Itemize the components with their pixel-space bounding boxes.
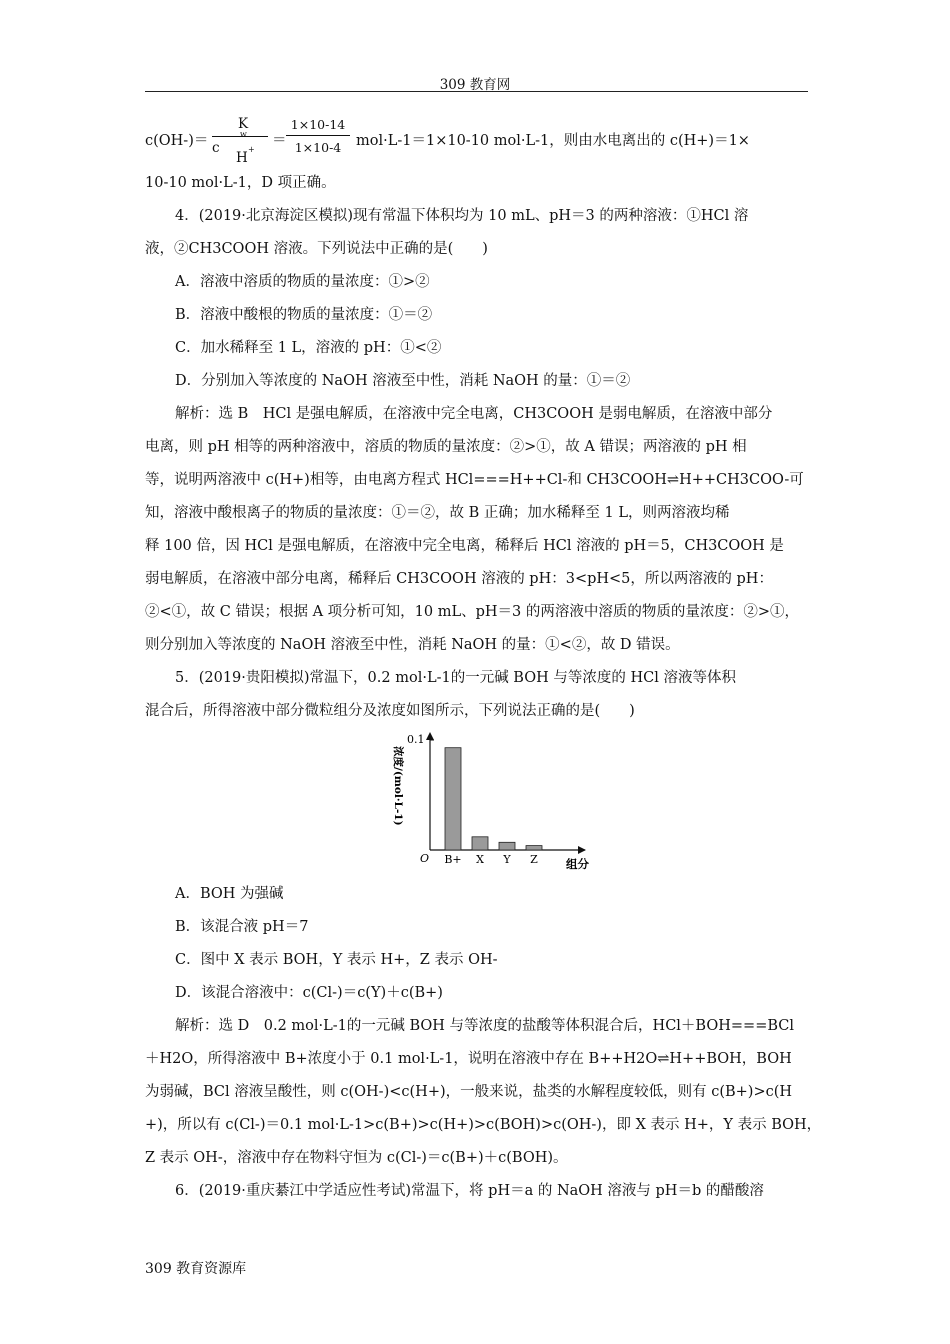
page-footer: 309 教育资源库 xyxy=(145,1261,247,1277)
formula-frac1-den: c xyxy=(212,140,220,156)
q5-stem-line1: 5．(2019·贵阳模拟)常温下，0.2 mol·L-1的一元碱 BOH 与等浓度的 HCl 溶液等体积 xyxy=(175,670,736,686)
concentration-bar-chart xyxy=(370,728,600,878)
q4-stem-line1: 4．(2019·北京海淀区模拟)现有常温下体积均为 10 mL、pH＝3 的两种溶液：①HCl 溶 xyxy=(175,208,749,224)
formula-frac1-mid: w xyxy=(240,130,247,139)
header-divider xyxy=(145,91,808,92)
q5-analysis-line1: 解析：选 D 0.2 mol·L-1的一元碱 BOH 与等浓度的盐酸等体积混合后，HCl＋BOH===BCl xyxy=(175,1018,794,1034)
formula-lhs: c(OH-)＝ xyxy=(145,133,209,149)
bar-x xyxy=(472,837,488,850)
q4-option-a: A．溶液中溶质的物质的量浓度：①>② xyxy=(175,274,430,290)
q4-option-d: D．分别加入等浓度的 NaOH 溶液至中性，消耗 NaOH 的量：①＝② xyxy=(175,373,631,389)
formula-eq: ＝ xyxy=(272,133,287,149)
page-header-title: 309 教育网 xyxy=(439,77,511,93)
x-tick-label: X xyxy=(476,853,484,866)
bar-z xyxy=(526,846,542,850)
chart-bars xyxy=(444,748,542,866)
q4-stem-line2: 液，②CH3COOH 溶液。下列说法中正确的是( ) xyxy=(145,241,488,257)
y-axis-title: 浓度/(mol·L-1) xyxy=(392,746,404,826)
formula-line2: 10-10 mol·L-1，D 项正确。 xyxy=(145,175,336,191)
x-tick-label: B+ xyxy=(444,853,462,866)
q5-option-d: D．该混合溶液中：c(Cl-)＝c(Y)＋c(B+) xyxy=(175,985,443,1001)
q4-analysis-line6: 弱电解质，在溶液中部分电离，稀释后 CH3COOH 溶液的 pH：3<pH<5，所以两溶液的 pH： xyxy=(145,571,773,587)
y-tick-label: 0.1 xyxy=(407,733,425,746)
q5-option-a: A．BOH 为强碱 xyxy=(175,886,284,902)
origin-label: O xyxy=(420,852,430,865)
bar-y xyxy=(499,842,515,850)
q4-analysis-line2: 电离，则 pH 相等的两种溶液中，溶质的物质的量浓度：②>①，故 A 错误；两溶液的 pH 相 xyxy=(145,439,747,455)
formula-frac2-num: 1×10-14 xyxy=(290,117,346,132)
q5-analysis-line4: +)，所以有 c(Cl-)＝0.1 mol·L-1>c(B+)>c(H+)>c(BOH)>c(OH-)，即 X 表示 H+，Y 表示 BOH， xyxy=(145,1117,822,1133)
formula-frac1-num: K xyxy=(237,116,249,132)
q4-option-c: C．加水稀释至 1 L，溶液的 pH：①<② xyxy=(175,340,442,356)
q4-analysis-line8: 则分别加入等浓度的 NaOH 溶液至中性，消耗 NaOH 的量：①<②，故 D 错误。 xyxy=(145,637,680,653)
q4-analysis-line5: 释 100 倍，因 HCl 是强电解质，在溶液中完全电离，稀释后 HCl 溶液的 pH＝5，CH3COOH 是 xyxy=(145,538,784,554)
q4-analysis-line3: 等，说明两溶液中 c(H+)相等，由电离方程式 HCl===H++Cl-和 CH3COOH⇌H++CH3COO-可 xyxy=(145,472,804,488)
q4-analysis-line7: ②<①，故 C 错误；根据 A 项分析可知，10 mL、pH＝3 的两溶液中溶质的物质的量浓度：②>①， xyxy=(145,604,799,620)
q4-analysis-line1: 解析：选 B HCl 是强电解质，在溶液中完全电离，CH3COOH 是弱电解质，在溶液中部分 xyxy=(175,406,773,422)
formula-frac2-den: 1×10-4 xyxy=(294,140,342,155)
x-tick-label: Y xyxy=(503,853,511,866)
q5-stem-line2: 混合后，所得溶液中部分微粒组分及浓度如图所示，下列说法正确的是( ) xyxy=(145,703,635,719)
q4-analysis-line4: 知，溶液中酸根离子的物质的量浓度：①＝②，故 B 正确；加水稀释至 1 L，则两溶液均稀 xyxy=(145,505,730,521)
q5-option-c: C．图中 X 表示 BOH，Y 表示 H+，Z 表示 OH- xyxy=(175,952,498,968)
formula-frac2-bar xyxy=(286,135,350,136)
x-tick-label: Z xyxy=(530,853,538,866)
q5-option-b: B．该混合液 pH＝7 xyxy=(175,919,309,935)
q4-option-b: B．溶液中酸根的物质的量浓度：①＝② xyxy=(175,307,433,323)
formula-rest: mol·L-1＝1×10-10 mol·L-1，则由水电离出的 c(H+)＝1× xyxy=(356,133,750,149)
bar-b xyxy=(445,748,461,850)
formula-frac1-den-sup: + xyxy=(248,145,255,154)
q5-analysis-line5: Z 表示 OH-，溶液中存在物料守恒为 c(Cl-)＝c(B+)＋c(BOH)。 xyxy=(145,1150,568,1166)
q5-analysis-line2: ＋H2O，所得溶液中 B+浓度小于 0.1 mol·L-1，说明在溶液中存在 B++H2O⇌H++BOH，BOH xyxy=(145,1051,792,1067)
y-axis-arrow xyxy=(426,732,434,740)
x-axis-title: 组分 xyxy=(566,857,589,871)
x-axis-arrow xyxy=(578,846,586,854)
q6-stem-line1: 6．(2019·重庆綦江中学适应性考试)常温下，将 pH＝a 的 NaOH 溶液与 pH＝b 的醋酸溶 xyxy=(175,1183,764,1199)
formula-frac1-den-sub: H xyxy=(236,150,248,166)
q5-analysis-line3: 为弱碱，BCl 溶液呈酸性，则 c(OH-)<c(H+)，一般来说，盐类的水解程度较低，则有 c(B+)>c(H xyxy=(145,1084,793,1100)
